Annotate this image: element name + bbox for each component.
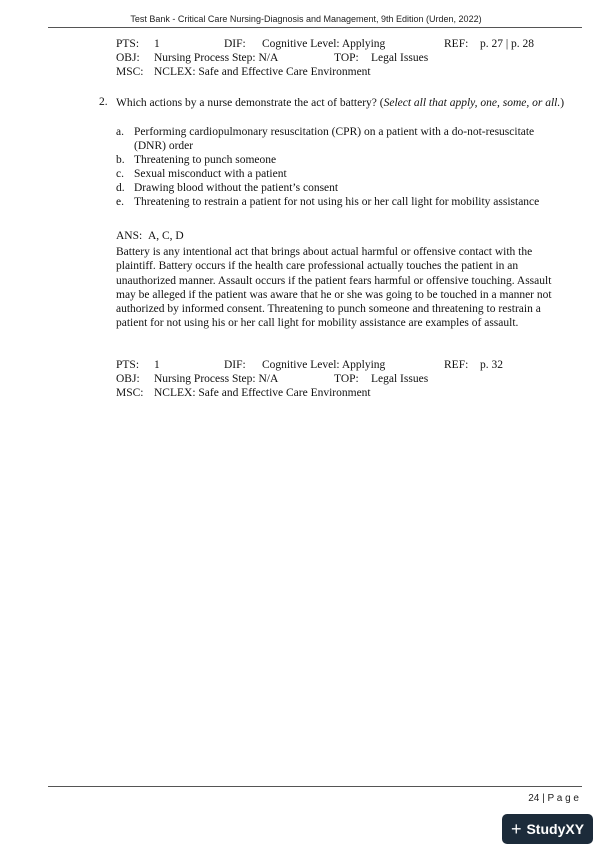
obj-label: OBJ: xyxy=(116,52,140,64)
obj-label: OBJ: xyxy=(116,373,140,385)
answer-line xyxy=(116,230,184,242)
meta-block-bottom xyxy=(116,358,576,402)
answer-label: ANS: xyxy=(116,230,143,242)
pts-label: PTS: xyxy=(116,359,140,371)
page-header: Test Bank - Critical Care Nursing-Diagnosis and Management, 9th Edition (Urden, 2022) xyxy=(130,14,482,24)
option-text: Sexual misconduct with a patient xyxy=(134,168,287,180)
obj-value: Nursing Process Step: N/A xyxy=(154,52,279,64)
msc-value: NCLEX: Safe and Effective Care Environment xyxy=(154,66,371,78)
option-text: Drawing blood without the patient’s consent xyxy=(134,182,339,194)
dif-value: Cognitive Level: Applying xyxy=(262,38,386,50)
question-text xyxy=(116,96,566,110)
option-letter: d. xyxy=(116,182,125,194)
ref-value: p. 32 xyxy=(480,359,503,371)
question-stem-end: ) xyxy=(560,97,565,109)
dif-value: Cognitive Level: Applying xyxy=(262,359,386,371)
msc-label: MSC: xyxy=(116,66,144,78)
top-label: TOP: xyxy=(334,52,359,64)
ref-label: REF: xyxy=(444,359,469,371)
pts-value: 1 xyxy=(154,38,160,50)
top-value: Legal Issues xyxy=(371,52,429,64)
header-rule xyxy=(48,27,582,28)
option-letter: e. xyxy=(116,196,124,208)
obj-value: Nursing Process Step: N/A xyxy=(154,373,279,385)
question-stem: Which actions by a nurse demonstrate the act of battery? ( xyxy=(116,97,384,109)
rationale: Battery is any intentional act that brings about actual harmful or offensive contact with the plaintiff. Battery occurs if the health care professional actually touches the patient in an unauthorized manner. Assault occurs if the patient fears harmful or offensive touching. Assault may be alleged if the patient was aware that he or she was going to be touched in a manner not authorized by informed consent. Threatening to punch someone and threatening to restrain a patient for not using his or her call light for mobility assistance are examples of assault. xyxy=(116,246,552,330)
ref-value: p. 27 | p. 28 xyxy=(480,38,535,50)
option-letter: a. xyxy=(116,126,124,138)
answer-value: A, C, D xyxy=(147,230,184,242)
top-label: TOP: xyxy=(334,373,359,385)
option-text: Performing cardiopulmonary resuscitation (CPR) on a patient with a do-not-resuscitate (DNR) order xyxy=(134,126,535,152)
option-text: Threatening to punch someone xyxy=(134,154,277,166)
dif-label: DIF: xyxy=(224,359,246,371)
option-letter: c. xyxy=(116,168,124,180)
brand-name: StudyXY xyxy=(526,821,585,837)
option-letter: b. xyxy=(116,154,125,166)
ref-label: REF: xyxy=(444,38,469,50)
plus-icon: + xyxy=(510,818,522,839)
pts-value: 1 xyxy=(154,359,160,371)
footer-rule xyxy=(48,786,582,787)
question-instruction: Select all that apply, one, some, or all. xyxy=(383,97,561,109)
pts-label: PTS: xyxy=(116,38,140,50)
msc-value: NCLEX: Safe and Effective Care Environment xyxy=(154,387,371,399)
option-text: Threatening to restrain a patient for not using his or her call light for mobility assistance xyxy=(134,196,540,208)
msc-label: MSC: xyxy=(116,387,144,399)
studyxy-logo xyxy=(502,814,593,844)
meta-block-top xyxy=(116,37,576,81)
question-number: 2. xyxy=(99,96,108,108)
dif-label: DIF: xyxy=(224,38,246,50)
page-number: 24 | P a g e xyxy=(528,793,579,804)
top-value: Legal Issues xyxy=(371,373,429,385)
